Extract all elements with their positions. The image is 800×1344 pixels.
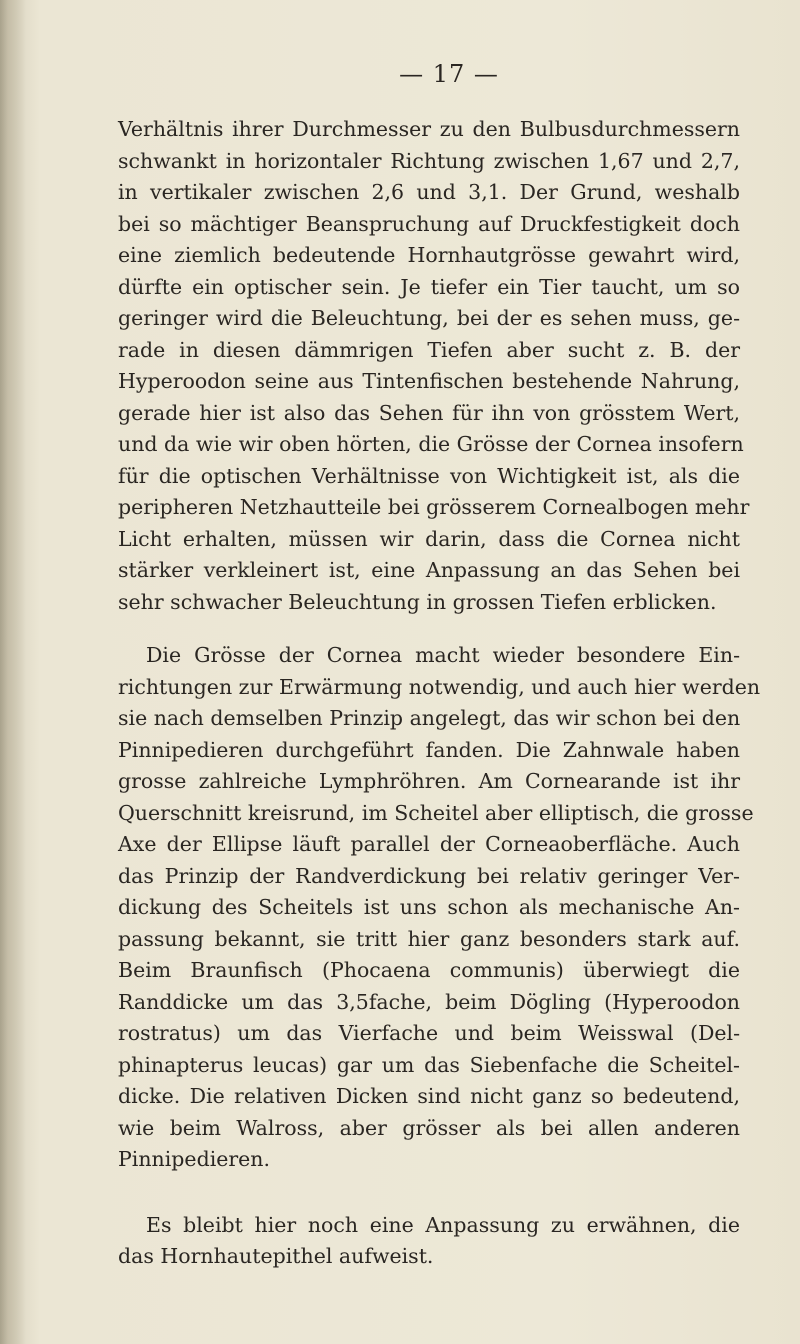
text-line: Pinnipedieren durchgeführt fanden. Die Zahnwale haben xyxy=(118,737,740,762)
page-text xyxy=(118,60,761,1273)
text-line: Die Grösse der Cornea macht wieder besondere Ein- xyxy=(146,643,740,667)
text-line: und da wie wir oben hörten, die Grösse der Cornea insofern xyxy=(118,432,744,456)
text-line: eine ziemlich bedeutende Hornhautgrösse gewahrt wird, xyxy=(118,243,740,267)
text-line: wie beim Walross, aber grösser als bei allen anderen xyxy=(118,1115,740,1140)
text-line: für die optischen Verhältnisse von Wichtigkeit ist, als die xyxy=(118,463,740,488)
text-line: schwankt in horizontaler Richtung zwischen 1,67 und 2,7, xyxy=(118,148,740,173)
text-line: passung bekannt, sie tritt hier ganz besonders stark auf. xyxy=(118,926,740,951)
text-line: dicke. Die relativen Dicken sind nicht ganz so bedeutend, xyxy=(118,1084,740,1108)
text-line: sehr schwacher Beleuchtung in grossen Tiefen erblicken. xyxy=(118,589,717,614)
paragraph-2 xyxy=(118,640,761,1176)
text-line: bei so mächtiger Beanspruchung auf Druckfestigkeit doch xyxy=(118,211,740,236)
text-line: in vertikaler zwischen 2,6 und 3,1. Der Grund, weshalb xyxy=(118,180,740,204)
text-line: das Prinzip der Randverdickung bei relativ geringer Ver- xyxy=(118,863,740,888)
text-line: phinapterus leucas) gar um das Siebenfache die Scheitel- xyxy=(118,1052,740,1077)
text-line: rostratus) um das Vierfache und beim Weisswal (Del- xyxy=(118,1021,740,1045)
text-line: Es bleibt hier noch eine Anpassung zu erwähnen, die xyxy=(146,1212,740,1237)
paragraph-3 xyxy=(118,1210,740,1273)
text-line: grosse zahlreiche Lymphröhren. Am Cornearande ist ihr xyxy=(118,769,740,793)
text-line: richtungen zur Erwärmung notwendig, und auch hier werden xyxy=(118,674,761,699)
text-line: sie nach demselben Prinzip angelegt, das wir schon bei den xyxy=(118,706,741,730)
text-line: Verhältnis ihrer Durchmesser zu den Bulbusdurchmessern xyxy=(118,117,740,141)
text-line: Beim Braunfisch (Phocaena communis) überwiegt die xyxy=(118,958,740,982)
text-line: dickung des Scheitels ist uns schon als mechanische An- xyxy=(118,895,740,919)
text-line: peripheren Netzhautteile bei grösserem Cornealbogen mehr xyxy=(118,495,750,519)
text-line: stärker verkleinert ist, eine Anpassung an das Sehen bei xyxy=(118,558,740,582)
text-line: rade in diesen dämmrigen Tiefen aber sucht z. B. der xyxy=(118,337,740,362)
paragraph-gap xyxy=(118,618,740,640)
text-line: das Hornhautepithel aufweist. xyxy=(118,1244,434,1268)
binding-shadow xyxy=(0,0,26,1344)
paragraph-1 xyxy=(118,114,750,618)
text-line: gerade hier ist also das Sehen für ihn von grösstem Wert, xyxy=(118,400,740,425)
text-line: Hyperoodon seine aus Tintenfischen bestehende Nahrung, xyxy=(118,369,740,393)
paragraph-gap xyxy=(118,1176,740,1210)
page-number: — 17 — xyxy=(399,60,499,88)
text-line: dürfte ein optischer sein. Je tiefer ein Tier taucht, um so xyxy=(118,274,740,299)
text-line: Axe der Ellipse läuft parallel der Corneaoberfläche. Auch xyxy=(118,832,740,856)
text-line: Randdicke um das 3,5fache, beim Dögling (Hyperoodon xyxy=(118,989,740,1014)
text-line: Querschnitt kreisrund, im Scheitel aber elliptisch, die grosse xyxy=(118,800,754,825)
text-line: Licht erhalten, müssen wir darin, dass die Cornea nicht xyxy=(118,526,740,551)
text-line: Pinnipedieren. xyxy=(118,1147,271,1171)
text-line: geringer wird die Beleuchtung, bei der es sehen muss, ge- xyxy=(118,306,740,330)
